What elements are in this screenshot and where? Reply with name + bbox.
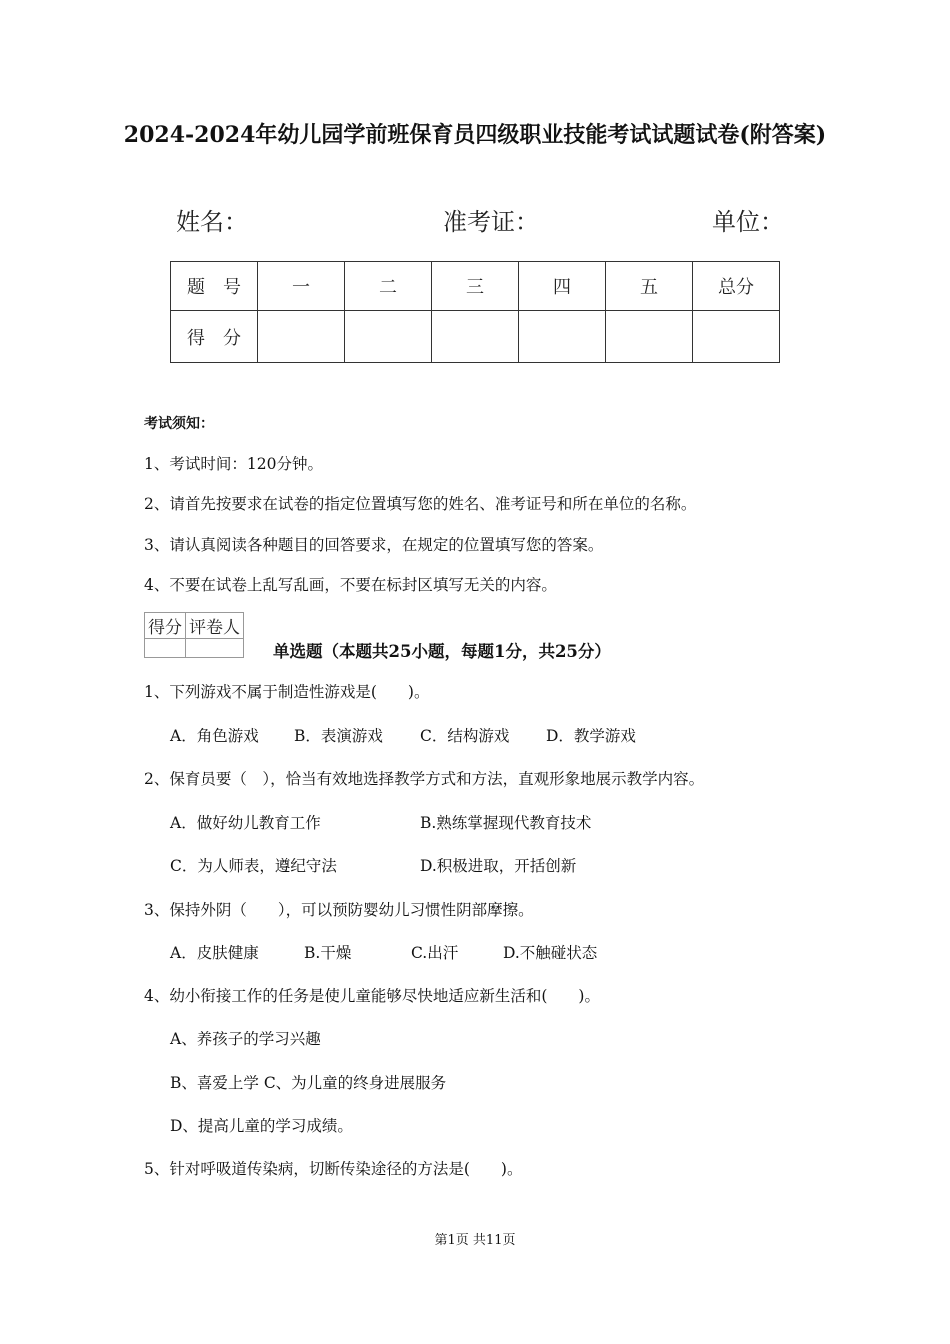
grader-score-cell[interactable] <box>145 639 186 658</box>
header-cell-3: 三 <box>432 262 519 311</box>
question-2-stem: 2、保育员要（ ），恰当有效地选择教学方式和方法，直观形象地展示教学内容。 <box>144 770 705 788</box>
score-cell-5[interactable] <box>606 311 693 363</box>
question-4-stem: 4、幼小衔接工作的任务是使儿童能够尽快地适应新生活和( )。 <box>144 987 600 1005</box>
score-cell-2[interactable] <box>345 311 432 363</box>
question-4-option-bc[interactable]: B、喜爱上学 C、为儿童的终身进展服务 <box>170 1074 447 1092</box>
unit-label: 单位： <box>712 208 784 236</box>
notice-item-4: 4、不要在试卷上乱写乱画，不要在标封区填写无关的内容。 <box>144 576 557 594</box>
grader-reviewer-label: 评卷人 <box>186 613 244 639</box>
question-3-option-b[interactable]: B.干燥 <box>304 944 352 962</box>
question-4-option-a[interactable]: A、养孩子的学习兴趣 <box>170 1030 321 1048</box>
question-5-stem: 5、针对呼吸道传染病，切断传染途径的方法是( )。 <box>144 1160 523 1178</box>
header-cell-5: 五 <box>606 262 693 311</box>
score-cell-3[interactable] <box>432 311 519 363</box>
question-2-option-d[interactable]: D.积极进取，开括创新 <box>420 857 577 875</box>
question-3-option-a[interactable]: A．皮肤健康 <box>170 944 259 962</box>
name-label: 姓名： <box>176 208 248 236</box>
header-cell-1: 一 <box>258 262 345 311</box>
score-cell-total[interactable] <box>693 311 780 363</box>
question-3-option-c[interactable]: C.出汗 <box>411 944 459 962</box>
question-3-stem: 3、保持外阴（ ），可以预防婴幼儿习惯性阴部摩擦。 <box>144 901 534 919</box>
header-cell-2: 二 <box>345 262 432 311</box>
question-3-option-d[interactable]: D.不触碰状态 <box>503 944 598 962</box>
question-2-option-b[interactable]: B.熟练掌握现代教育技术 <box>420 814 592 832</box>
notice-heading: 考试须知： <box>144 416 214 432</box>
score-cell-1[interactable] <box>258 311 345 363</box>
question-2-option-a[interactable]: A．做好幼儿教育工作 <box>170 814 321 832</box>
header-cell-total: 总分 <box>693 262 780 311</box>
score-table <box>170 261 780 363</box>
score-cell-4[interactable] <box>519 311 606 363</box>
grader-box <box>144 612 244 658</box>
score-table-header-row <box>171 262 780 311</box>
page-title: 2024-2024年幼儿园学前班保育员四级职业技能考试试题试卷(附答案) <box>123 122 827 148</box>
grader-score-label: 得分 <box>145 613 186 639</box>
header-cell-label: 题 号 <box>171 262 258 311</box>
score-row-label: 得 分 <box>171 311 258 363</box>
section-title: 单选题（本题共25小题，每题1分，共25分） <box>273 642 611 661</box>
question-1-option-c[interactable]: C．结构游戏 <box>420 727 510 745</box>
score-table-score-row <box>171 311 780 363</box>
notice-item-1: 1、考试时间：120分钟。 <box>144 455 323 473</box>
header-cell-4: 四 <box>519 262 606 311</box>
question-4-option-d[interactable]: D、提高儿童的学习成绩。 <box>170 1117 353 1135</box>
question-1-option-d[interactable]: D．教学游戏 <box>546 727 636 745</box>
grader-reviewer-cell[interactable] <box>186 639 244 658</box>
exam-id-label: 准考证： <box>443 208 539 236</box>
notice-item-2: 2、请首先按要求在试卷的指定位置填写您的姓名、准考证号和所在单位的名称。 <box>144 495 697 513</box>
question-1-stem: 1、下列游戏不属于制造性游戏是( )。 <box>144 683 430 701</box>
notice-item-3: 3、请认真阅读各种题目的回答要求，在规定的位置填写您的答案。 <box>144 536 604 554</box>
question-1-option-b[interactable]: B．表演游戏 <box>294 727 383 745</box>
page-footer: 第1页 共11页 <box>434 1233 516 1248</box>
question-1-option-a[interactable]: A．角色游戏 <box>170 727 259 745</box>
question-2-option-c[interactable]: C．为人师表，遵纪守法 <box>170 857 337 875</box>
